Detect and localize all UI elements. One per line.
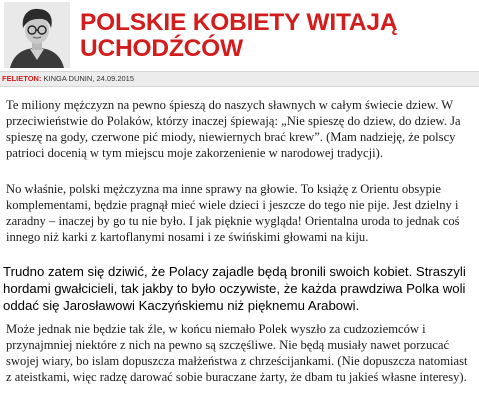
byline-category-label: FELIETON: xyxy=(2,74,42,83)
article-title: POLSKIE KOBIETY WITAJĄ UCHODŹCÓW xyxy=(80,9,398,62)
byline-author-date: KINGA DUNIN, 24.09.2015 xyxy=(43,74,135,83)
article-paragraph-1: Te miliony mężczyzn na pewno śpieszą do naszych sławnych w całym świecie dziew. W przeciwieństwie do Polaków, którzy inaczej śpiewają: „Nie spieszę do dziew, do dziew. Ja spieszę na gody, czerwone pić miody, niewiernych brać krew”. (Mam nadzieję, że polscy patrioci docenią w tym miejscu moje zakorzenienie w narodowej tradycji). xyxy=(6,98,461,160)
article-byline xyxy=(0,71,479,87)
article-paragraph-2: No właśnie, polski mężczyzna ma inne sprawy na głowie. To książę z Orientu obsypie komplementami, będzie pragnął mieć wiele dzieci i jeszcze do tego nie pije. Jest dzielny i zaradny – inaczej by go tu nie było. I jak pięknie wygląda! Orientalna uroda to jednak coś innego niż karki z kartoflanymi nosami i ze świńskimi głowami na kiju. xyxy=(6,182,460,244)
article-paragraph-4: Może jednak nie będzie tak źle, w końcu niemało Polek wyszło za cudzoziemców i przynajmniej niektóre z nich na pewno są szczęśliwe. Nie będą musiały nawet porzucać swojej wiary, bo islam dopuszcza małżeństwa z chrześcijankami. (Nie dopuszcza natomiast z ateistkami, więc radzę darować sobie buraczane żarty, że dbam tu jakieś własne interesy). xyxy=(6,322,468,384)
article-header xyxy=(0,0,479,70)
author-portrait-icon xyxy=(4,2,70,68)
article-paragraph-3: Trudno zatem się dziwić, że Polacy zajadle będą bronili swoich kobiet. Straszyli hordami gwałcicieli, tak jakby to było oczywiste, że każda prawdziwa Polka woli oddać się Jarosławowi Kaczyńskiemu niż pięknemu Arabowi. xyxy=(3,264,466,313)
